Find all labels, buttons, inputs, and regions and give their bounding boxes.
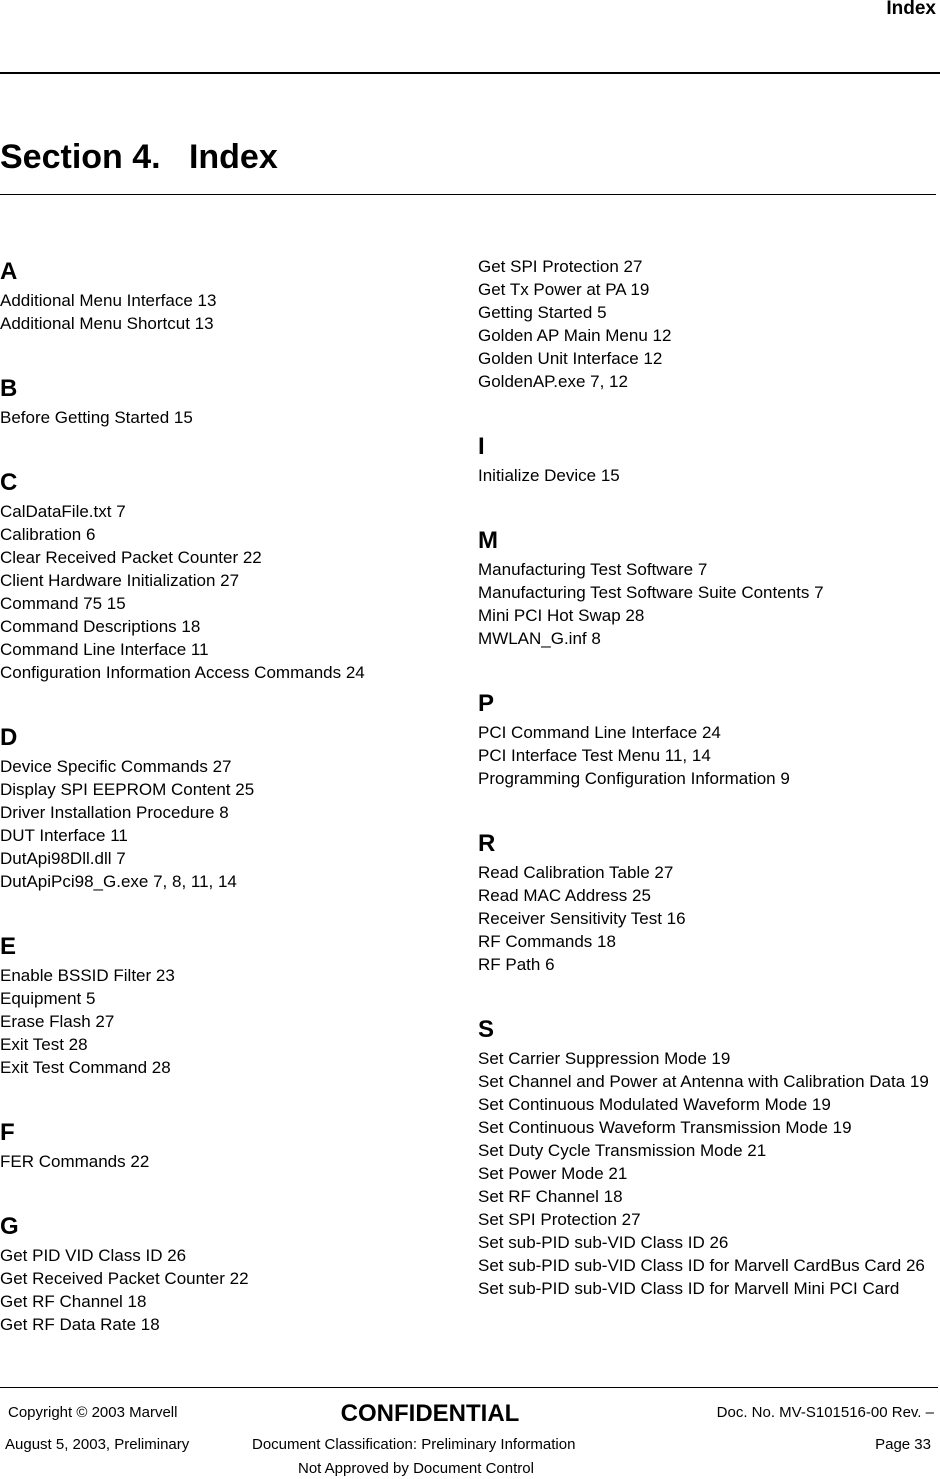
index-letter-heading: D bbox=[0, 724, 18, 751]
index-letter-heading: B bbox=[0, 375, 18, 402]
index-entry: PCI Interface Test Menu 11, 14 bbox=[478, 746, 711, 765]
group-spacer bbox=[0, 335, 440, 372]
group-spacer bbox=[0, 1173, 440, 1210]
index-entry: DutApiPci98_G.exe 7, 8, 11, 14 bbox=[0, 872, 237, 891]
index-entry: Manufacturing Test Software 7 bbox=[478, 560, 708, 579]
index-entry: PCI Command Line Interface 24 bbox=[478, 723, 721, 742]
index-entry: Get RF Data Rate 18 bbox=[0, 1315, 160, 1334]
index-letter-heading: I bbox=[478, 433, 485, 460]
index-entry: Before Getting Started 15 bbox=[0, 408, 193, 427]
index-entry: DutApi98Dll.dll 7 bbox=[0, 849, 126, 868]
index-group-a bbox=[0, 255, 440, 335]
index-entry: Get PID VID Class ID 26 bbox=[0, 1246, 187, 1265]
index-left-column bbox=[0, 255, 440, 1336]
index-entry: Manufacturing Test Software Suite Contents 7 bbox=[478, 583, 824, 602]
group-spacer bbox=[478, 650, 936, 687]
group-spacer bbox=[478, 790, 936, 827]
index-entry: Golden AP Main Menu 12 bbox=[478, 326, 672, 345]
index-entry: MWLAN_G.inf 8 bbox=[478, 629, 601, 648]
group-spacer bbox=[478, 393, 936, 430]
index-entry: Programming Configuration Information 9 bbox=[478, 769, 790, 788]
index-entry: Get Received Packet Counter 22 bbox=[0, 1269, 249, 1288]
footer-page-number: Page 33 bbox=[875, 1436, 931, 1453]
index-letter-heading: G bbox=[0, 1213, 19, 1240]
index-entry: Mini PCI Hot Swap 28 bbox=[478, 606, 645, 625]
index-entry: Driver Installation Procedure 8 bbox=[0, 803, 229, 822]
index-letter-heading: R bbox=[478, 830, 496, 857]
index-entry: Equipment 5 bbox=[0, 989, 96, 1008]
footer-copyright: Copyright © 2003 Marvell bbox=[8, 1404, 178, 1421]
index-entry: RF Path 6 bbox=[478, 955, 555, 974]
index-entry: Set Power Mode 21 bbox=[478, 1164, 628, 1183]
index-entry: GoldenAP.exe 7, 12 bbox=[478, 372, 628, 391]
index-letter-heading: M bbox=[478, 527, 498, 554]
index-entry: Set RF Channel 18 bbox=[478, 1187, 623, 1206]
index-continued-group bbox=[478, 255, 936, 393]
index-entry: Command Descriptions 18 bbox=[0, 617, 201, 636]
index-group-p bbox=[478, 687, 936, 790]
index-group-e bbox=[0, 930, 440, 1079]
index-entry: Client Hardware Initialization 27 bbox=[0, 571, 240, 590]
page-header-title: Index bbox=[886, 0, 936, 19]
index-entry: Set sub-PID sub-VID Class ID for Marvell CardBus Card 26 bbox=[478, 1256, 925, 1275]
index-entry: Enable BSSID Filter 23 bbox=[0, 966, 175, 985]
index-entry: Display SPI EEPROM Content 25 bbox=[0, 780, 255, 799]
footer-approval: Not Approved by Document Control bbox=[298, 1460, 534, 1477]
index-entry: Exit Test Command 28 bbox=[0, 1058, 171, 1077]
index-letter-heading: E bbox=[0, 933, 17, 960]
index-entry: Get Tx Power at PA 19 bbox=[478, 280, 650, 299]
index-group-d bbox=[0, 721, 440, 893]
index-entry: Set SPI Protection 27 bbox=[478, 1210, 641, 1229]
group-spacer bbox=[478, 487, 936, 524]
index-entry: Read Calibration Table 27 bbox=[478, 863, 674, 882]
footer-doc-number: Doc. No. MV-S101516-00 Rev. – bbox=[716, 1404, 934, 1421]
index-entry: Golden Unit Interface 12 bbox=[478, 349, 663, 368]
header-rule bbox=[0, 72, 940, 74]
index-group-i bbox=[478, 430, 936, 487]
index-entry: Command 75 15 bbox=[0, 594, 126, 613]
group-spacer bbox=[0, 429, 440, 466]
group-spacer bbox=[0, 1079, 440, 1116]
group-spacer bbox=[0, 893, 440, 930]
index-entry: Set Continuous Waveform Transmission Mode 19 bbox=[478, 1118, 852, 1137]
section-title: Section 4. Index bbox=[0, 138, 278, 176]
index-group-b bbox=[0, 372, 440, 429]
group-spacer bbox=[0, 684, 440, 721]
footer-classification: Document Classification: Preliminary Information bbox=[252, 1436, 576, 1453]
index-group-r bbox=[478, 827, 936, 976]
group-spacer bbox=[478, 976, 936, 1013]
index-right-groups bbox=[478, 393, 936, 1300]
footer-date: August 5, 2003, Preliminary bbox=[5, 1436, 190, 1453]
index-entry: Getting Started 5 bbox=[478, 303, 607, 322]
index-group-c bbox=[0, 466, 440, 684]
index-group-g bbox=[0, 1210, 440, 1336]
index-entry: Device Specific Commands 27 bbox=[0, 757, 232, 776]
index-entry: Exit Test 28 bbox=[0, 1035, 88, 1054]
index-entry: Erase Flash 27 bbox=[0, 1012, 115, 1031]
index-entry: Command Line Interface 11 bbox=[0, 640, 209, 659]
index-entry: Clear Received Packet Counter 22 bbox=[0, 548, 262, 567]
section-rule bbox=[0, 194, 936, 195]
index-entry: Set Duty Cycle Transmission Mode 21 bbox=[478, 1141, 767, 1160]
index-entry: Read MAC Address 25 bbox=[478, 886, 651, 905]
index-entry: Additional Menu Interface 13 bbox=[0, 291, 217, 310]
index-entry: Get RF Channel 18 bbox=[0, 1292, 147, 1311]
index-letter-heading: P bbox=[478, 690, 495, 717]
index-entry: Initialize Device 15 bbox=[478, 466, 620, 485]
index-group-s bbox=[478, 1013, 936, 1300]
index-entry: Get SPI Protection 27 bbox=[478, 257, 643, 276]
index-entry: FER Commands 22 bbox=[0, 1152, 150, 1171]
index-entry: Set Continuous Modulated Waveform Mode 19 bbox=[478, 1095, 831, 1114]
index-entry: RF Commands 18 bbox=[478, 932, 616, 951]
index-letter-heading: F bbox=[0, 1119, 15, 1146]
index-group-f bbox=[0, 1116, 440, 1173]
index-letter-heading: A bbox=[0, 258, 18, 285]
index-entry: Set sub-PID sub-VID Class ID 26 bbox=[478, 1233, 729, 1252]
index-entry: Set sub-PID sub-VID Class ID for Marvell Mini PCI Card bbox=[478, 1279, 900, 1298]
index-letter-heading: S bbox=[478, 1016, 495, 1043]
index-letter-heading: C bbox=[0, 469, 18, 496]
index-right-column bbox=[478, 255, 936, 1300]
index-entry: CalDataFile.txt 7 bbox=[0, 502, 126, 521]
index-entry: Additional Menu Shortcut 13 bbox=[0, 314, 214, 333]
index-entry: Receiver Sensitivity Test 16 bbox=[478, 909, 686, 928]
footer-confidential: CONFIDENTIAL bbox=[340, 1400, 520, 1427]
index-entry: Set Channel and Power at Antenna with Calibration Data 19 bbox=[478, 1072, 929, 1091]
index-entry: DUT Interface 11 bbox=[0, 826, 128, 845]
index-entry: Configuration Information Access Commands 24 bbox=[0, 663, 365, 682]
index-entry: Set Carrier Suppression Mode 19 bbox=[478, 1049, 731, 1068]
index-group-m bbox=[478, 524, 936, 650]
index-entry: Calibration 6 bbox=[0, 525, 96, 544]
footer-rule bbox=[0, 1387, 938, 1388]
